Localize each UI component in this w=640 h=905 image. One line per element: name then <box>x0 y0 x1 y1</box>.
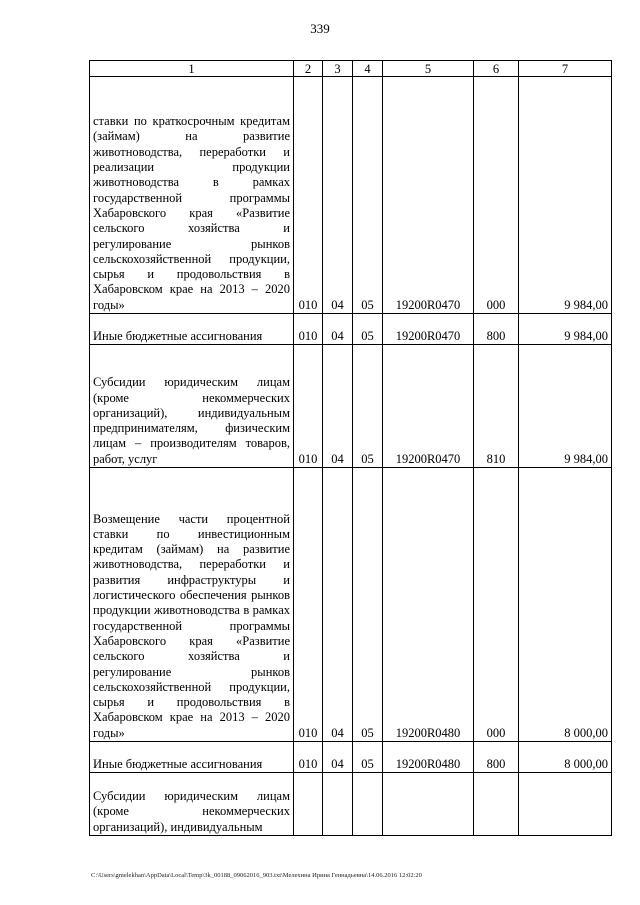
row-description: Субсидии юридическим лицам (кроме некоммерческих организаций), индивидуальным предпринимателям, физическим лицам – производителям товаров, работ, услуг <box>90 345 294 468</box>
target-article-code: 19200R0470 <box>383 314 474 345</box>
table-row <box>90 345 612 468</box>
ministry-code: 010 <box>294 314 323 345</box>
amount: 9 984,00 <box>519 77 612 314</box>
section-code: 04 <box>323 742 353 773</box>
table-row <box>90 314 612 345</box>
row-description: Возмещение части процентной ставки по инвестиционным кредитам (займам) на развитие животноводства, переработки и развития инфраструктуры и логистического обеспечения рынков продукции животноводства в рамках государственной программы Хабаровского края «Развитие сельского хозяйства и регулирование рынков сельскохозяйственной продукции, сырья и продовольствия в Хабаровском крае на 2013 – 2020 годы» <box>90 468 294 742</box>
amount: 8 000,00 <box>519 742 612 773</box>
budget-table <box>89 60 612 836</box>
footer-file-path: C:\Users\gmelekhan\AppData\Local\Temp\3k_00188_09062016_903.txt\Мелехина Ирина Геннадьевна\14.06.2016 12:02:20 <box>91 872 422 879</box>
expense-type-code: 000 <box>474 77 519 314</box>
table-row <box>90 77 612 314</box>
section-code <box>323 773 353 836</box>
table-row <box>90 742 612 773</box>
amount <box>519 773 612 836</box>
table-row <box>90 773 612 836</box>
subsection-code: 05 <box>353 468 383 742</box>
amount: 8 000,00 <box>519 468 612 742</box>
target-article-code: 19200R0470 <box>383 345 474 468</box>
subsection-code <box>353 773 383 836</box>
table-row <box>90 468 612 742</box>
column-header: 6 <box>474 61 519 77</box>
column-header: 7 <box>519 61 612 77</box>
column-header: 3 <box>323 61 353 77</box>
row-description: Иные бюджетные ассигнования <box>90 314 294 345</box>
section-code: 04 <box>323 314 353 345</box>
row-description: Субсидии юридическим лицам (кроме некоммерческих организаций), индивидуальным <box>90 773 294 836</box>
column-header: 4 <box>353 61 383 77</box>
column-header: 1 <box>90 61 294 77</box>
ministry-code: 010 <box>294 468 323 742</box>
section-code: 04 <box>323 77 353 314</box>
expense-type-code <box>474 773 519 836</box>
expense-type-code: 800 <box>474 742 519 773</box>
target-article-code: 19200R0480 <box>383 468 474 742</box>
column-header: 2 <box>294 61 323 77</box>
page-number: 339 <box>310 21 330 36</box>
target-article-code <box>383 773 474 836</box>
table-header-row <box>90 61 612 77</box>
ministry-code <box>294 773 323 836</box>
section-code: 04 <box>323 345 353 468</box>
subsection-code: 05 <box>353 314 383 345</box>
expense-type-code: 810 <box>474 345 519 468</box>
amount: 9 984,00 <box>519 314 612 345</box>
ministry-code: 010 <box>294 345 323 468</box>
ministry-code: 010 <box>294 742 323 773</box>
target-article-code: 19200R0470 <box>383 77 474 314</box>
ministry-code: 010 <box>294 77 323 314</box>
expense-type-code: 000 <box>474 468 519 742</box>
section-code: 04 <box>323 468 353 742</box>
subsection-code: 05 <box>353 345 383 468</box>
row-description: Иные бюджетные ассигнования <box>90 742 294 773</box>
subsection-code: 05 <box>353 77 383 314</box>
expense-type-code: 800 <box>474 314 519 345</box>
row-description: ставки по краткосрочным кредитам (займам) на развитие животноводства, переработки и реализации продукции животноводства в рамках государственной программы Хабаровского края «Развитие сельского хозяйства и регулирование рынков сельскохозяйственной продукции, сырья и продовольствия в Хабаровском крае на 2013 – 2020 годы» <box>90 77 294 314</box>
column-header: 5 <box>383 61 474 77</box>
target-article-code: 19200R0480 <box>383 742 474 773</box>
subsection-code: 05 <box>353 742 383 773</box>
amount: 9 984,00 <box>519 345 612 468</box>
